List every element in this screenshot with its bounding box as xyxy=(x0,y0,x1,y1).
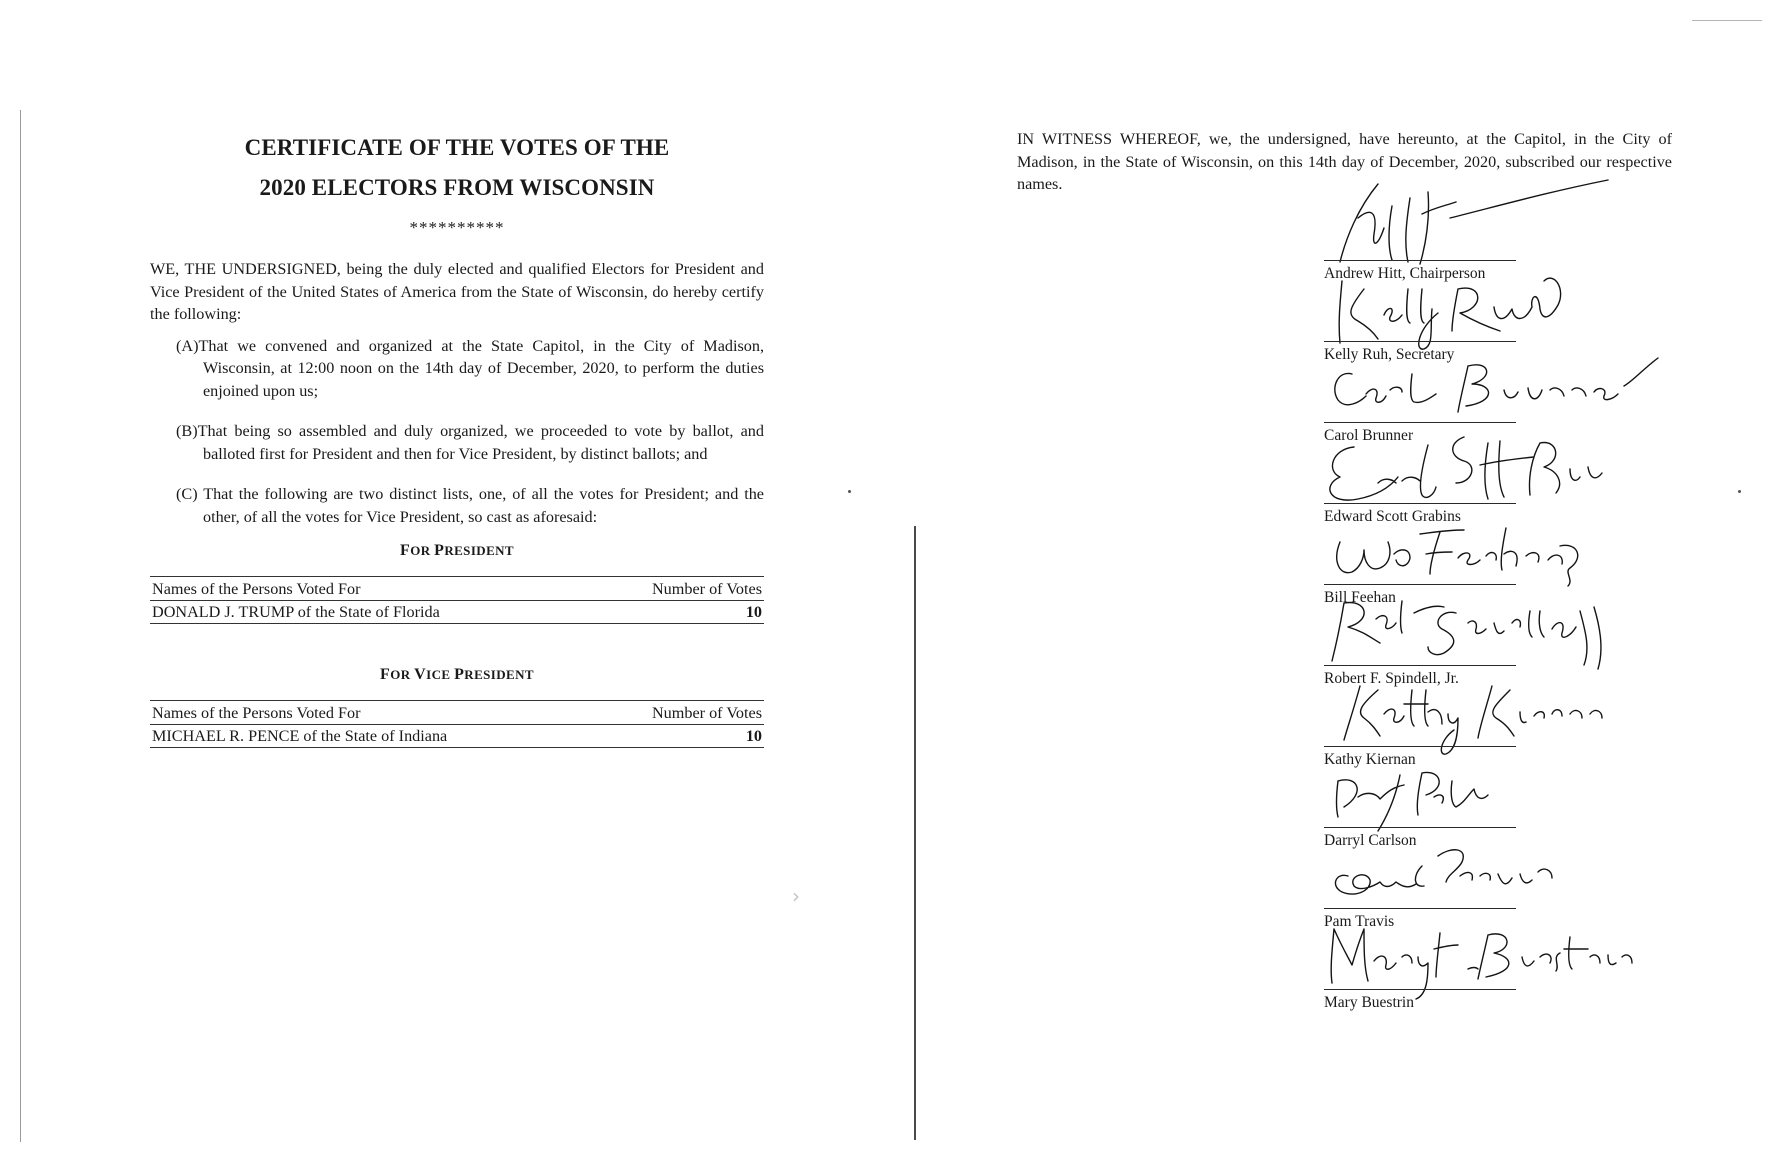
president-heading-rest1: OR xyxy=(410,543,435,558)
signer-name: Carol Brunner xyxy=(1324,427,1414,444)
signature-kelly-ruh xyxy=(1318,259,1698,351)
table-header-row xyxy=(150,577,764,601)
signer-name: Pam Travis xyxy=(1324,913,1395,930)
signature-darryl-carlson xyxy=(1318,745,1698,837)
table-row xyxy=(150,725,764,748)
signature-carol-brunner xyxy=(1318,340,1698,432)
president-heading-rest2: RESIDENT xyxy=(444,543,514,558)
signature-kathy-kiernan xyxy=(1318,664,1698,756)
title-separator: ********** xyxy=(409,218,505,237)
scan-speck xyxy=(1738,490,1741,493)
vp-heading-cap1: F xyxy=(380,666,391,683)
signer-name: Bill Feehan xyxy=(1324,589,1396,606)
column-header-votes: Number of Votes xyxy=(591,577,764,601)
signature-andrew-hitt xyxy=(1318,178,1698,270)
clause-c: (C) That the following are two distinct lists, one, of all the votes for President; and the other, of all the votes for Vice President, so cast as aforesaid: xyxy=(176,485,764,526)
signature-mary-buestrin xyxy=(1318,907,1698,999)
vice-president-votes-table xyxy=(150,700,764,748)
signature-robert-spindell xyxy=(1318,583,1698,675)
president-candidate: DONALD J. TRUMP of the State of Florida xyxy=(150,601,591,624)
signer-name: Mary Buestrin xyxy=(1324,994,1414,1011)
signer-name: Robert F. Spindell, Jr. xyxy=(1324,670,1459,687)
column-header-votes: Number of Votes xyxy=(595,701,764,725)
scan-speck xyxy=(848,490,851,493)
vp-heading-rest1: OR xyxy=(390,667,415,682)
president-heading-cap2: P xyxy=(434,542,445,559)
signature-block xyxy=(1318,941,1698,1011)
vp-heading-rest3: RESIDENT xyxy=(464,667,534,682)
clause-a: (A)That we convened and organized at the State Capitol, in the City of Madison, Wisconsin, at 12:00 noon on the 14th day of December, 2020, to perform the duties enjoined upon us; xyxy=(176,336,764,400)
corner-scan-mark xyxy=(1692,20,1762,21)
vp-heading-cap3: P xyxy=(454,666,465,683)
vice-president-candidate: MICHAEL R. PENCE of the State of Indiana xyxy=(150,725,595,748)
signature-bill-feehan xyxy=(1318,502,1698,594)
signature-pam-travis xyxy=(1318,826,1698,918)
signer-name: Kelly Ruh, Secretary xyxy=(1324,346,1455,363)
intro-paragraph: WE, THE UNDERSIGNED, being the duly elected and qualified Electors for President and Vice President of the United States of America from the State of Wisconsin, do hereby certify the following: xyxy=(150,260,764,323)
signature-line xyxy=(1324,989,1516,990)
vp-heading-rest2: ICE xyxy=(426,667,455,682)
certificate-page xyxy=(150,128,764,748)
vp-heading-cap2: V xyxy=(414,666,427,683)
president-votes-table xyxy=(150,576,764,624)
left-scan-edge xyxy=(20,110,21,1142)
page-divider xyxy=(914,526,916,1140)
signer-name: Edward Scott Grabins xyxy=(1324,508,1461,525)
president-vote-count: 10 xyxy=(591,601,764,624)
signer-name: Andrew Hitt, Chairperson xyxy=(1324,265,1486,282)
witness-paragraph: IN WITNESS WHEREOF, we, the undersigned, have hereunto, at the Capitol, in the City of Madison, in the State of Wisconsin, on this 14th day of December, 2020, subscribed our respective names. xyxy=(1017,130,1672,193)
vice-president-vote-count: 10 xyxy=(595,725,764,748)
clause-b: (B)That being so assembled and duly organized, we proceeded to vote by ballot, and balloted first for President and then for Vice President, by distinct ballots; and xyxy=(176,422,764,463)
chevron-right-icon: › xyxy=(792,884,800,908)
table-row xyxy=(150,601,764,624)
column-header-name: Names of the Persons Voted For xyxy=(150,701,595,725)
vice-president-heading xyxy=(150,666,764,684)
president-heading xyxy=(150,542,764,560)
president-heading-cap1: F xyxy=(400,542,411,559)
table-header-row xyxy=(150,701,764,725)
column-header-name: Names of the Persons Voted For xyxy=(150,577,591,601)
signer-name: Kathy Kiernan xyxy=(1324,751,1416,768)
certificate-title-line1: CERTIFICATE OF THE VOTES OF THE xyxy=(244,135,670,160)
signature-edward-scott-grabins xyxy=(1318,421,1698,513)
certificate-title-line2: 2020 ELECTORS FROM WISCONSIN xyxy=(259,175,655,200)
signer-name: Darryl Carlson xyxy=(1324,832,1417,849)
